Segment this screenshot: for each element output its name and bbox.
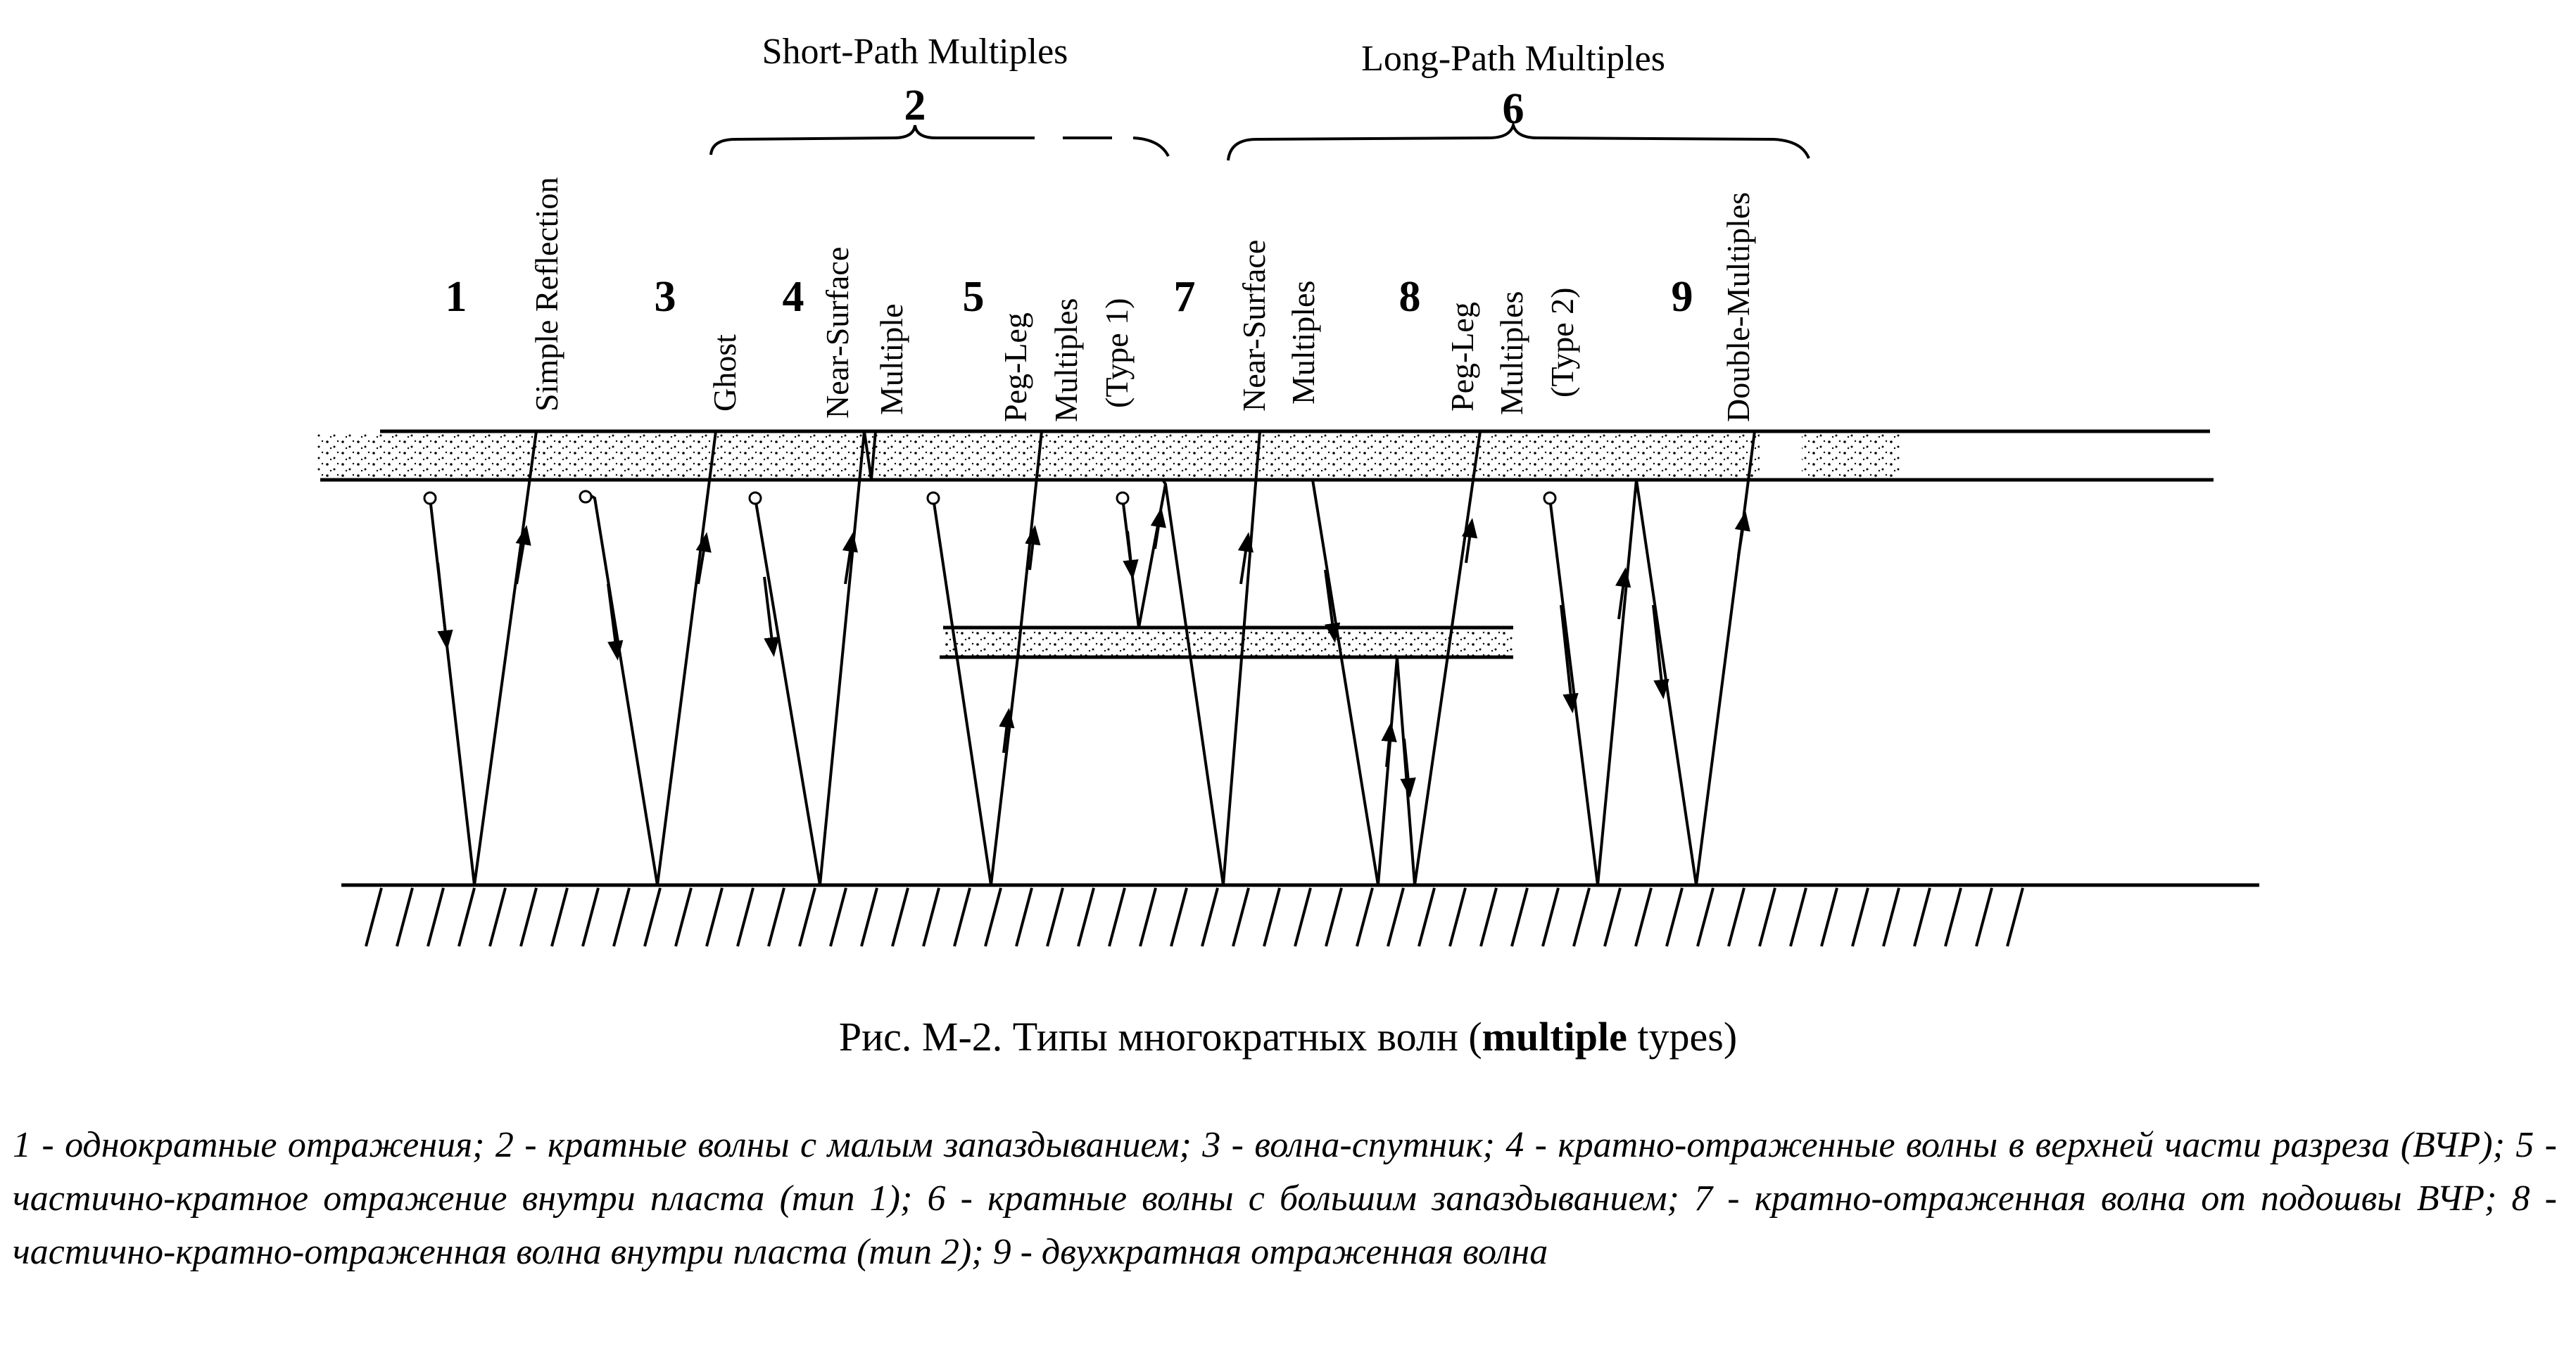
ray-double-multiples [1550,431,1755,885]
caption-prefix: Рис. М-2. Типы многократных волн ( [838,1014,1482,1060]
hatch-line [1078,888,1094,946]
label-simple-reflection: Simple Reflection [529,177,564,412]
hatch-line [1698,888,1713,946]
hatch-line [1450,888,1465,946]
hatch-line [1326,888,1341,946]
hatch-line [1914,888,1930,946]
hatch-line [707,888,722,946]
hatch-line [1636,888,1651,946]
long-path-title: Long-Path Multiples [1361,39,1665,79]
hatch-line [769,888,784,946]
label-near-surface-multiple-1: Near-Surface [819,246,855,419]
type-8-number: 8 [1399,273,1421,321]
hatch-line [1357,888,1372,946]
hatch-line [397,888,412,946]
hatch-line [1109,888,1125,946]
label-peg-leg-2-line3: (Type 2) [1544,287,1580,398]
label-peg-leg-2-line1: Peg-Leg [1444,302,1480,412]
reflector-hatching [366,888,2023,946]
ray-ghost [586,431,716,885]
hatch-line [1821,888,1837,946]
hatch-line [800,888,815,946]
hatch-line [1481,888,1496,946]
hatch-line [1945,888,1961,946]
type-3-number: 3 [654,273,676,321]
hatch-line [1605,888,1620,946]
type-4-number: 4 [782,273,804,321]
hatch-line [1016,888,1032,946]
hatch-line [738,888,753,946]
hatch-line [490,888,505,946]
hatch-line [645,888,660,946]
label-peg-leg-1-line3: (Type 1) [1099,298,1135,408]
short-path-title: Short-Path Multiples [762,32,1068,72]
type-7-number: 7 [1173,273,1196,321]
hatch-line [1976,888,1992,946]
hatch-line [1388,888,1403,946]
hatch-line [1574,888,1589,946]
short-path-brace [711,125,1168,156]
type-9-number: 9 [1671,273,1693,321]
hatch-line [428,888,443,946]
label-peg-leg-1-line2: Multiples [1048,298,1084,422]
label-near-surface-multiples-2: Multiples [1285,280,1321,405]
hatch-line [2007,888,2023,946]
ray-near-surface-multiple [755,431,876,885]
hatch-line [676,888,691,946]
hatch-line [366,888,381,946]
intermediate-bed [943,628,1513,656]
hatch-line [1883,888,1899,946]
label-near-surface-multiple-2: Multiple [873,303,909,415]
label-near-surface-multiples-1: Near-Surface [1236,239,1272,412]
hatch-line [1233,888,1249,946]
long-path-number: 6 [1502,85,1524,133]
hatch-line [1543,888,1558,946]
hatch-line [831,888,846,946]
hatch-line [459,888,474,946]
hatch-line [1202,888,1218,946]
short-path-number: 2 [904,82,926,129]
hatch-line [1264,888,1280,946]
hatch-line [1760,888,1775,946]
hatch-line [954,888,970,946]
hatch-line [1852,888,1868,946]
hatch-line [1171,888,1187,946]
hatch-line [1295,888,1311,946]
caption-bold-term: multiple [1482,1014,1627,1060]
caption-suffix: types) [1627,1014,1738,1060]
figure-caption [0,1013,2576,1060]
hatch-line [1512,888,1527,946]
hatch-line [985,888,1001,946]
hatch-line [1140,888,1156,946]
hatch-line [552,888,567,946]
hatch-line [923,888,939,946]
label-ghost: Ghost [707,334,743,412]
hatch-line [521,888,536,946]
ray-simple-reflection [430,431,536,885]
hatch-line [892,888,908,946]
type-5-number: 5 [962,273,985,321]
hatch-line [1667,888,1682,946]
label-double-multiples: Double-Multiples [1720,191,1756,422]
type-1-number: 1 [445,273,467,321]
figure-legend: 1 - однократные отражения; 2 - кратные волны с малым запаздыванием; 3 - волна-спутник; 4 - кратно-отраженные волны в верхней части разреза (ВЧР); 5 - частично-кратное отражение внутри пласта (тип 1); 6 - кратные волны с большим запаздыванием; 7 - кратно-отраженная волна от подошвы ВЧР; 8 - частично-кратно-отраженная волна внутри пласта (тип 2); 9 - двухкратная отраженная волна [13,1125,2557,1272]
hatch-line [614,888,629,946]
hatch-line [861,888,877,946]
hatch-line [1729,888,1744,946]
label-peg-leg-1-line1: Peg-Leg [997,312,1033,422]
hatch-line [1419,888,1434,946]
hatch-line [1047,888,1063,946]
hatch-line [1791,888,1806,946]
label-peg-leg-2-line2: Multiples [1494,291,1529,415]
hatch-line [583,888,598,946]
